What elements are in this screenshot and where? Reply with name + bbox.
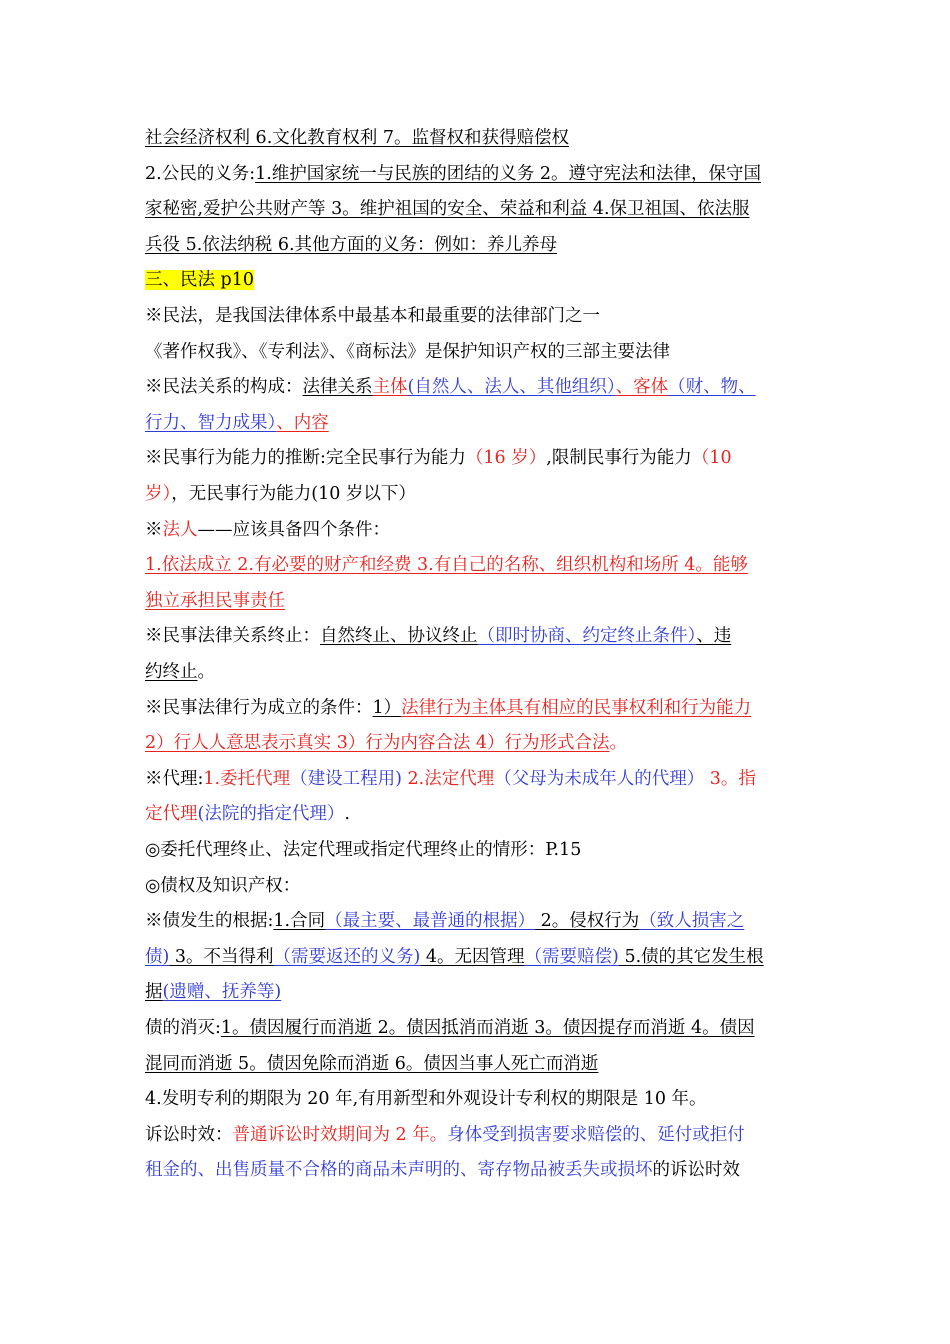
text-segment: 4.发明专利的期限为 20 年,有用新型和外观设计专利权的期限是 10 年。 [145, 1089, 707, 1110]
text-segment: （致人损害之 [639, 911, 745, 932]
text-segment: 混同而消逝 5。债因免除而消逝 6。债因当事人死亡而消逝 [145, 1053, 599, 1074]
text-line [145, 126, 569, 152]
text-line [145, 482, 416, 508]
text-line [145, 731, 627, 757]
text-segment: 。 [609, 733, 628, 754]
text-segment: 普通诉讼时效期间为 2 年。 [232, 1124, 448, 1145]
text-segment: 兵役 5.依法纳税 6.其他方面的义务：例如：养儿养母 [145, 234, 558, 255]
text-line [145, 980, 281, 1006]
text-segment: ※ [145, 519, 163, 540]
text-segment: 1.合同 [273, 911, 326, 932]
text-line [145, 1016, 755, 1042]
text-line [145, 589, 285, 615]
text-segment: ※民事行为能力的推断:完全民事行为能力 [145, 448, 466, 469]
text-segment: 家秘密,爱护公共财产等 3。维护祖国的安全、荣益和利益 4.保卫祖国、依法服 [145, 199, 750, 220]
text-line [145, 518, 390, 544]
text-segment: ◎委托代理终止、法定代理或指定代理终止的情形：P.15 [145, 840, 582, 860]
text-segment: 2.公民的义务: [145, 163, 256, 184]
text-line [145, 909, 744, 935]
text-segment: 3。不当得利 [169, 946, 274, 967]
text-line [145, 1052, 598, 1078]
text-segment: 法律行为主体具有相应的民事权利和行为能力 [401, 697, 752, 718]
text-segment: 行力、智力成果） [145, 412, 277, 433]
text-segment: 债的消灭: [145, 1018, 221, 1038]
text-segment: （最主要、最普通的根据） [325, 911, 536, 932]
text-segment: ——应该具备四个条件： [197, 519, 390, 540]
text-line [145, 375, 756, 401]
text-segment: 的诉讼时效 [652, 1160, 740, 1181]
text-segment: (自然人、法人、其他组织） [407, 377, 616, 398]
text-segment: （财、物、 [668, 377, 756, 398]
text-line [145, 945, 764, 971]
text-segment: 三、民法 p10 [145, 270, 255, 291]
text-segment: 岁） [145, 484, 172, 504]
text-segment: 1。债因履行而消逝 2。债因抵消而消逝 3。债因提存而消逝 4。债因 [220, 1018, 755, 1038]
text-segment: （父母为未成年人的代理） [494, 768, 705, 789]
text-line [145, 838, 581, 864]
text-segment: 3。指 [704, 768, 756, 789]
text-segment: 、违 [696, 626, 732, 647]
text-line [145, 1123, 745, 1149]
text-segment: 自然终止、协议终止 [320, 626, 478, 647]
text-segment: （建设工程用) [290, 768, 402, 789]
text-segment: 约终止 [145, 662, 198, 682]
text-segment: 4。无因管理 [420, 946, 525, 967]
text-line [145, 304, 600, 330]
text-segment: （即时协商、约定终止条件） [477, 626, 697, 647]
text-segment: 2。侵权行为 [535, 911, 640, 932]
text-segment: （16 岁） [465, 448, 547, 469]
text-segment: ※债发生的根据: [145, 911, 274, 932]
text-segment: （需要返还的义务) [273, 946, 421, 967]
text-line [145, 340, 670, 366]
text-segment: ※代理: [145, 768, 204, 789]
text-segment: 。 [197, 662, 215, 682]
text-line [145, 1158, 740, 1184]
text-segment: ※民法关系的构成： [145, 377, 303, 398]
text-segment: ※民事法律行为成立的条件： [145, 697, 373, 718]
text-line [145, 197, 750, 223]
text-segment: （需要赔偿) [524, 946, 619, 967]
text-segment: 2.法定代理 [401, 768, 495, 789]
text-segment: 租金的、出售质量不合格的商品未声明的、寄存物品被丢失或损坏 [145, 1160, 653, 1181]
text-line [145, 660, 215, 686]
text-line [145, 874, 300, 900]
text-segment: 独立承担民事责任 [145, 590, 285, 611]
text-line [145, 624, 731, 650]
text-segment: ※民法，是我国法律体系中最基本和最重要的法律部门之一 [145, 306, 600, 326]
text-line [145, 411, 329, 437]
text-segment: 5.债的其它发生根 [618, 946, 764, 967]
text-line [145, 553, 748, 579]
text-segment: （10 [691, 448, 732, 469]
text-segment: 定代理 [145, 804, 198, 825]
text-line [145, 233, 557, 259]
text-line [145, 162, 761, 188]
text-segment: ,限制民事行为能力 [546, 448, 692, 469]
text-line [145, 446, 732, 472]
text-line [145, 696, 751, 722]
text-segment: 法律关系 [302, 377, 373, 398]
text-segment: ※民事法律关系终止： [145, 626, 320, 647]
text-line [145, 767, 756, 793]
text-segment: (法院的指定代理） [197, 804, 345, 825]
text-segment: 诉讼时效： [145, 1124, 233, 1145]
text-segment: (遗赠、抚养等) [162, 982, 282, 1003]
text-segment: 据 [145, 982, 163, 1003]
text-segment: 、客体 [615, 377, 669, 398]
text-segment: 身体受到损害要求赔偿的、延付或拒付 [447, 1124, 745, 1145]
text-segment: 债) [145, 946, 170, 967]
text-line [145, 802, 350, 828]
text-segment: 1） [372, 697, 402, 718]
text-segment: 2）行人人意思表示真实 3）行为内容合法 4）行为形式合法 [145, 733, 610, 754]
text-line [145, 1087, 707, 1113]
text-segment: 1.委托代理 [203, 768, 291, 789]
text-segment: 主体 [372, 377, 408, 398]
text-segment: 、内容 [276, 412, 329, 433]
text-segment: ，无民事行为能力(10 岁以下） [171, 484, 416, 504]
text-segment: 社会经济权利 6.文化教育权利 7。监督权和获得赔偿权 [145, 128, 569, 148]
text-segment: 1.维护国家统一与民族的团结的义务 2。遵守宪法和法律，保守国 [255, 163, 761, 184]
text-segment: 法人 [162, 519, 198, 540]
text-segment: . [344, 804, 350, 825]
text-segment: 1.依法成立 2.有必要的财产和经费 3.有自己的名称、组织机构和场所 4。能够 [145, 555, 748, 576]
text-segment: 《著作权我》、《专利法》、《商标法》是保护知识产权的三部主要法律 [145, 341, 670, 362]
text-line [145, 268, 254, 294]
text-segment: ◎债权及知识产权： [145, 875, 301, 896]
